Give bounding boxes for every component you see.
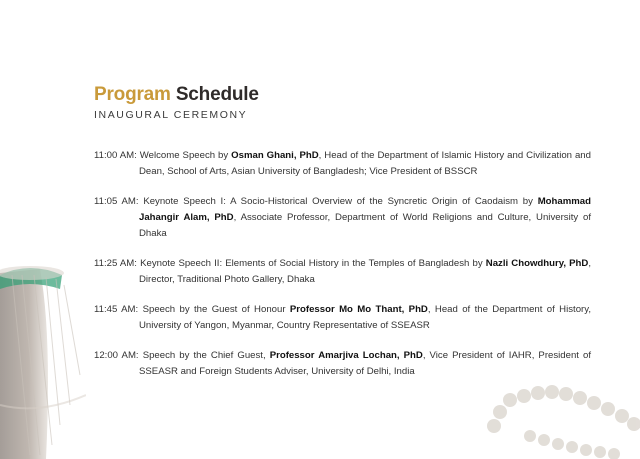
schedule-item xyxy=(94,302,591,334)
event-text: Keynote Speech II: Elements of Social History in the Temples of Bangladesh by xyxy=(140,257,483,269)
speaker-name: Nazli Chowdhury, PhD xyxy=(485,257,589,269)
schedule-item xyxy=(94,148,591,180)
drum-illustration xyxy=(0,255,86,459)
event-text: Keynote Speech I: A Socio-Historical Overview of the Syncretic Origin of Caodaism by xyxy=(143,195,533,207)
speaker-name: Professor Mo Mo Thant, PhD xyxy=(289,303,428,315)
event-detail: , Director, Traditional Photo Gallery, Dhaka xyxy=(139,257,592,285)
event-time: 11:00 AM: xyxy=(94,149,137,161)
title-word-program: Program xyxy=(94,84,171,105)
title-word-schedule: Schedule xyxy=(175,84,259,105)
event-time: 11:05 AM: xyxy=(94,195,139,207)
event-detail: , Head of the Department of Islamic History and Civilization and Dean, School of Arts, Asian University of Bangladesh; Vice President of BSSCR xyxy=(139,149,591,177)
event-time: 11:45 AM: xyxy=(94,303,139,315)
page-subtitle: INAUGURAL CEREMONY xyxy=(94,109,248,121)
event-detail: , Vice President of IAHR, President of SSEASR and Foreign Students Adviser, University of Delhi, India xyxy=(139,349,592,377)
event-text: Speech by the Chief Guest, xyxy=(142,349,266,361)
event-detail: , Head of the Department of History, University of Yangon, Myanmar, Country Representative of SSEASR xyxy=(139,303,591,331)
event-time: 12:00 AM: xyxy=(94,349,139,361)
schedule-list xyxy=(94,138,591,394)
speaker-name: Professor Amarjiva Lochan, PhD xyxy=(269,349,423,361)
event-time: 11:25 AM: xyxy=(94,257,137,269)
event-text: Welcome Speech by xyxy=(139,149,229,161)
schedule-header xyxy=(94,84,259,121)
schedule-item xyxy=(94,194,591,242)
schedule-item xyxy=(94,348,591,380)
speaker-name: Mohammad Jahangir Alam, PhD xyxy=(139,195,591,223)
event-detail: , Associate Professor, Department of World Religions and Culture, University of Dhaka xyxy=(139,211,591,239)
event-text: Speech by the Guest of Honour xyxy=(142,303,286,315)
speaker-name: Osman Ghani, PhD xyxy=(231,149,319,161)
schedule-item xyxy=(94,256,591,288)
page-title xyxy=(94,84,259,106)
